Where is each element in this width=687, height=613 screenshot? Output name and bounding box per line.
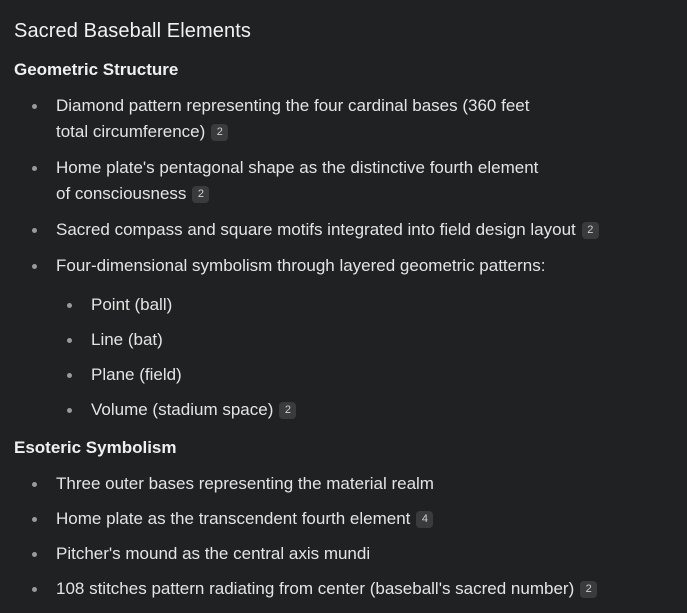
list-item: [14, 327, 679, 353]
list-item-text: Line (bat): [91, 330, 163, 349]
list-item-text: Plane (field): [91, 365, 182, 384]
list-item-text: Home plate's pentagonal shape as the distinctive fourth element: [56, 158, 539, 177]
citation-badge[interactable]: 4: [416, 511, 433, 528]
list-item: [14, 155, 679, 207]
list-item: [14, 292, 679, 318]
list-item: [14, 397, 679, 423]
list-item-text: Home plate as the transcendent fourth element: [56, 509, 411, 528]
list-item: [14, 576, 679, 602]
citation-badge[interactable]: 2: [580, 581, 597, 598]
list-item-text: Point (ball): [91, 295, 173, 314]
response-content: [14, 17, 679, 602]
section-heading-esoteric-symbolism: Esoteric Symbolism: [14, 438, 177, 457]
list-item: [14, 253, 679, 423]
list-item: [14, 506, 679, 532]
list-item: [14, 93, 679, 145]
nested-bullet-list: [14, 292, 679, 423]
list-item-text: Volume (stadium space): [91, 400, 274, 419]
list-item-text: of consciousness: [56, 184, 187, 203]
list-item-text: Pitcher's mound as the central axis mundi: [56, 544, 371, 563]
bullet-list-esoteric: [14, 471, 679, 602]
list-item-text: Sacred compass and square motifs integrated into field design layout: [56, 220, 576, 239]
citation-badge[interactable]: 2: [192, 186, 209, 203]
citation-badge[interactable]: 2: [211, 124, 228, 141]
citation-badge[interactable]: 2: [582, 222, 599, 239]
citation-badge[interactable]: 2: [279, 402, 296, 419]
list-item-text: Four-dimensional symbolism through layered geometric patterns:: [56, 256, 546, 275]
list-item-text: Diamond pattern representing the four cardinal bases (360 feet: [56, 96, 530, 115]
list-item: [14, 471, 679, 497]
list-item: [14, 217, 679, 243]
list-item: [14, 541, 679, 567]
list-item: [14, 362, 679, 388]
list-item-text: 108 stitches pattern radiating from center (baseball's sacred number): [56, 579, 575, 598]
section-heading-geometric-structure: Geometric Structure: [14, 60, 179, 79]
page-title: Sacred Baseball Elements: [14, 20, 251, 42]
list-item-text: total circumference): [56, 122, 206, 141]
list-item-text: Three outer bases representing the material realm: [56, 474, 434, 493]
bullet-list-geometric: [14, 93, 679, 423]
